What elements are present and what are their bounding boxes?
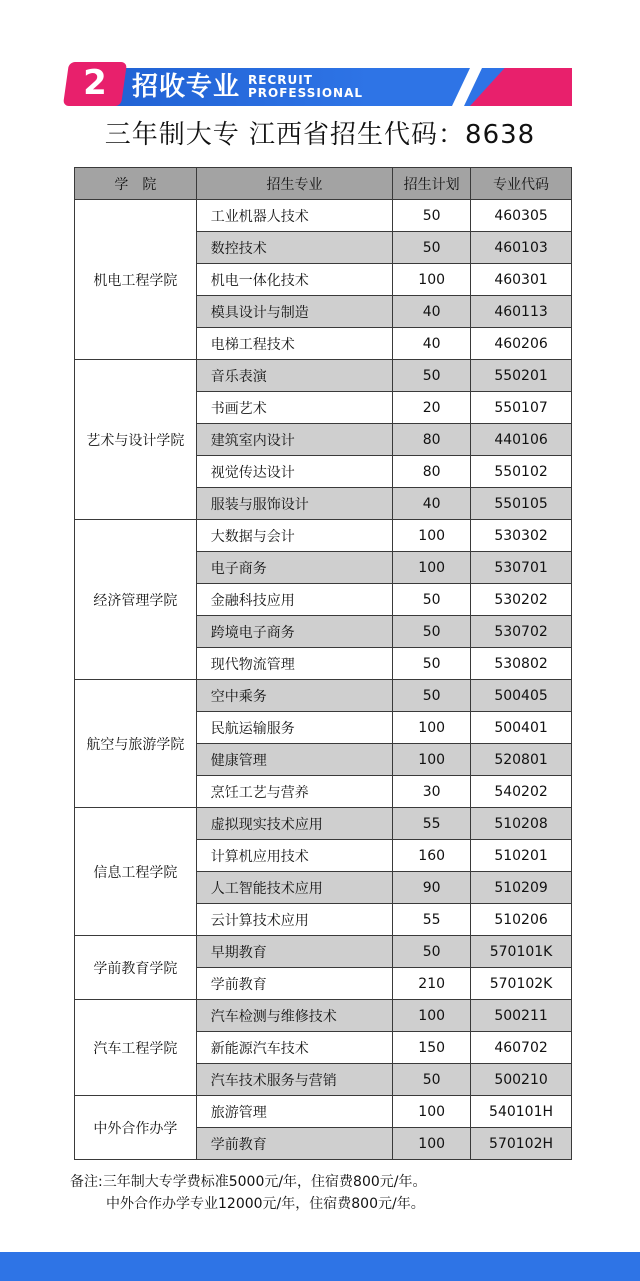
code-cell: 500211 (471, 1000, 572, 1032)
plan-cell: 50 (393, 648, 471, 680)
major-cell: 学前教育 (196, 1128, 393, 1160)
code-cell: 530701 (471, 552, 572, 584)
code-cell: 530702 (471, 616, 572, 648)
major-cell: 计算机应用技术 (196, 840, 393, 872)
major-cell: 民航运输服务 (196, 712, 393, 744)
table-row (75, 680, 572, 712)
code-cell: 530202 (471, 584, 572, 616)
college-cell: 信息工程学院 (75, 808, 197, 936)
major-cell: 视觉传达设计 (196, 456, 393, 488)
college-cell: 汽车工程学院 (75, 1000, 197, 1096)
major-cell: 电梯工程技术 (196, 328, 393, 360)
section-title-en (248, 74, 363, 100)
code-cell: 550201 (471, 360, 572, 392)
college-cell: 学前教育学院 (75, 936, 197, 1000)
table-row (75, 936, 572, 968)
plan-cell: 50 (393, 936, 471, 968)
major-cell: 跨境电子商务 (196, 616, 393, 648)
section-title-en-line1: RECRUIT (248, 73, 313, 87)
plan-cell: 90 (393, 872, 471, 904)
plan-cell: 100 (393, 1128, 471, 1160)
plan-cell: 50 (393, 616, 471, 648)
plan-cell: 100 (393, 1096, 471, 1128)
note-line-1: 备注:三年制大专学费标准5000元/年，住宿费800元/年。 (70, 1174, 427, 1190)
major-cell: 机电一体化技术 (196, 264, 393, 296)
code-cell: 440106 (471, 424, 572, 456)
plan-cell: 50 (393, 232, 471, 264)
table-row (75, 1096, 572, 1128)
code-cell: 520801 (471, 744, 572, 776)
code-cell: 460305 (471, 200, 572, 232)
major-cell: 服装与服饰设计 (196, 488, 393, 520)
plan-cell: 55 (393, 904, 471, 936)
major-cell: 人工智能技术应用 (196, 872, 393, 904)
plan-cell: 210 (393, 968, 471, 1000)
major-cell: 音乐表演 (196, 360, 393, 392)
plan-cell: 80 (393, 424, 471, 456)
code-cell: 550107 (471, 392, 572, 424)
table-row (75, 360, 572, 392)
note-line-2: 中外合作办学专业12000元/年，住宿费800元/年。 (106, 1196, 425, 1212)
code-cell: 460301 (471, 264, 572, 296)
major-cell: 书画艺术 (196, 392, 393, 424)
major-cell: 建筑室内设计 (196, 424, 393, 456)
table-row (75, 1000, 572, 1032)
plan-cell: 160 (393, 840, 471, 872)
table-header-row (75, 168, 572, 200)
plan-cell: 80 (393, 456, 471, 488)
col-header-college: 学 院 (75, 168, 197, 200)
major-cell: 现代物流管理 (196, 648, 393, 680)
major-cell: 汽车技术服务与营销 (196, 1064, 393, 1096)
table-body (75, 200, 572, 1160)
plan-cell: 100 (393, 264, 471, 296)
plan-cell: 50 (393, 584, 471, 616)
major-cell: 旅游管理 (196, 1096, 393, 1128)
col-header-major: 招生专业 (196, 168, 393, 200)
code-cell: 510208 (471, 808, 572, 840)
code-cell: 460113 (471, 296, 572, 328)
major-cell: 健康管理 (196, 744, 393, 776)
plan-cell: 100 (393, 1000, 471, 1032)
plan-cell: 30 (393, 776, 471, 808)
table-row (75, 200, 572, 232)
section-title-en-line2: PROFESSIONAL (248, 86, 364, 100)
college-cell: 机电工程学院 (75, 200, 197, 360)
col-header-code: 专业代码 (471, 168, 572, 200)
code-cell: 550102 (471, 456, 572, 488)
code-cell: 570102H (471, 1128, 572, 1160)
page-subtitle: 三年制大专 江西省招生代码：8638 (104, 120, 536, 150)
major-cell: 云计算技术应用 (196, 904, 393, 936)
plan-cell: 50 (393, 680, 471, 712)
code-cell: 570102K (471, 968, 572, 1000)
code-cell: 510206 (471, 904, 572, 936)
major-cell: 金融科技应用 (196, 584, 393, 616)
plan-cell: 100 (393, 552, 471, 584)
major-cell: 工业机器人技术 (196, 200, 393, 232)
major-cell: 虚拟现实技术应用 (196, 808, 393, 840)
major-cell: 早期教育 (196, 936, 393, 968)
enrollment-table (74, 167, 572, 1160)
plan-cell: 100 (393, 520, 471, 552)
code-cell: 500210 (471, 1064, 572, 1096)
code-cell: 530802 (471, 648, 572, 680)
code-cell: 460206 (471, 328, 572, 360)
major-cell: 烹饪工艺与营养 (196, 776, 393, 808)
major-cell: 模具设计与制造 (196, 296, 393, 328)
college-cell: 航空与旅游学院 (75, 680, 197, 808)
plan-cell: 40 (393, 328, 471, 360)
section-title: 招收专业 (132, 72, 241, 102)
college-cell: 中外合作办学 (75, 1096, 197, 1160)
college-cell: 艺术与设计学院 (75, 360, 197, 520)
major-cell: 数控技术 (196, 232, 393, 264)
plan-cell: 50 (393, 1064, 471, 1096)
code-cell: 460103 (471, 232, 572, 264)
table-row (75, 808, 572, 840)
code-cell: 460702 (471, 1032, 572, 1064)
code-cell: 500405 (471, 680, 572, 712)
plan-cell: 50 (393, 200, 471, 232)
code-cell: 540101H (471, 1096, 572, 1128)
bottom-bar (0, 1252, 640, 1281)
code-cell: 530302 (471, 520, 572, 552)
plan-cell: 100 (393, 744, 471, 776)
plan-cell: 55 (393, 808, 471, 840)
plan-cell: 150 (393, 1032, 471, 1064)
code-cell: 550105 (471, 488, 572, 520)
code-cell: 510209 (471, 872, 572, 904)
plan-cell: 20 (393, 392, 471, 424)
major-cell: 大数据与会计 (196, 520, 393, 552)
col-header-plan: 招生计划 (393, 168, 471, 200)
major-cell: 空中乘务 (196, 680, 393, 712)
section-number: 2 (83, 63, 107, 103)
code-cell: 500401 (471, 712, 572, 744)
college-cell: 经济管理学院 (75, 520, 197, 680)
plan-cell: 50 (393, 360, 471, 392)
major-cell: 新能源汽车技术 (196, 1032, 393, 1064)
major-cell: 学前教育 (196, 968, 393, 1000)
code-cell: 510201 (471, 840, 572, 872)
major-cell: 电子商务 (196, 552, 393, 584)
plan-cell: 40 (393, 296, 471, 328)
code-cell: 540202 (471, 776, 572, 808)
code-cell: 570101K (471, 936, 572, 968)
table-row (75, 520, 572, 552)
plan-cell: 40 (393, 488, 471, 520)
major-cell: 汽车检测与维修技术 (196, 1000, 393, 1032)
plan-cell: 100 (393, 712, 471, 744)
